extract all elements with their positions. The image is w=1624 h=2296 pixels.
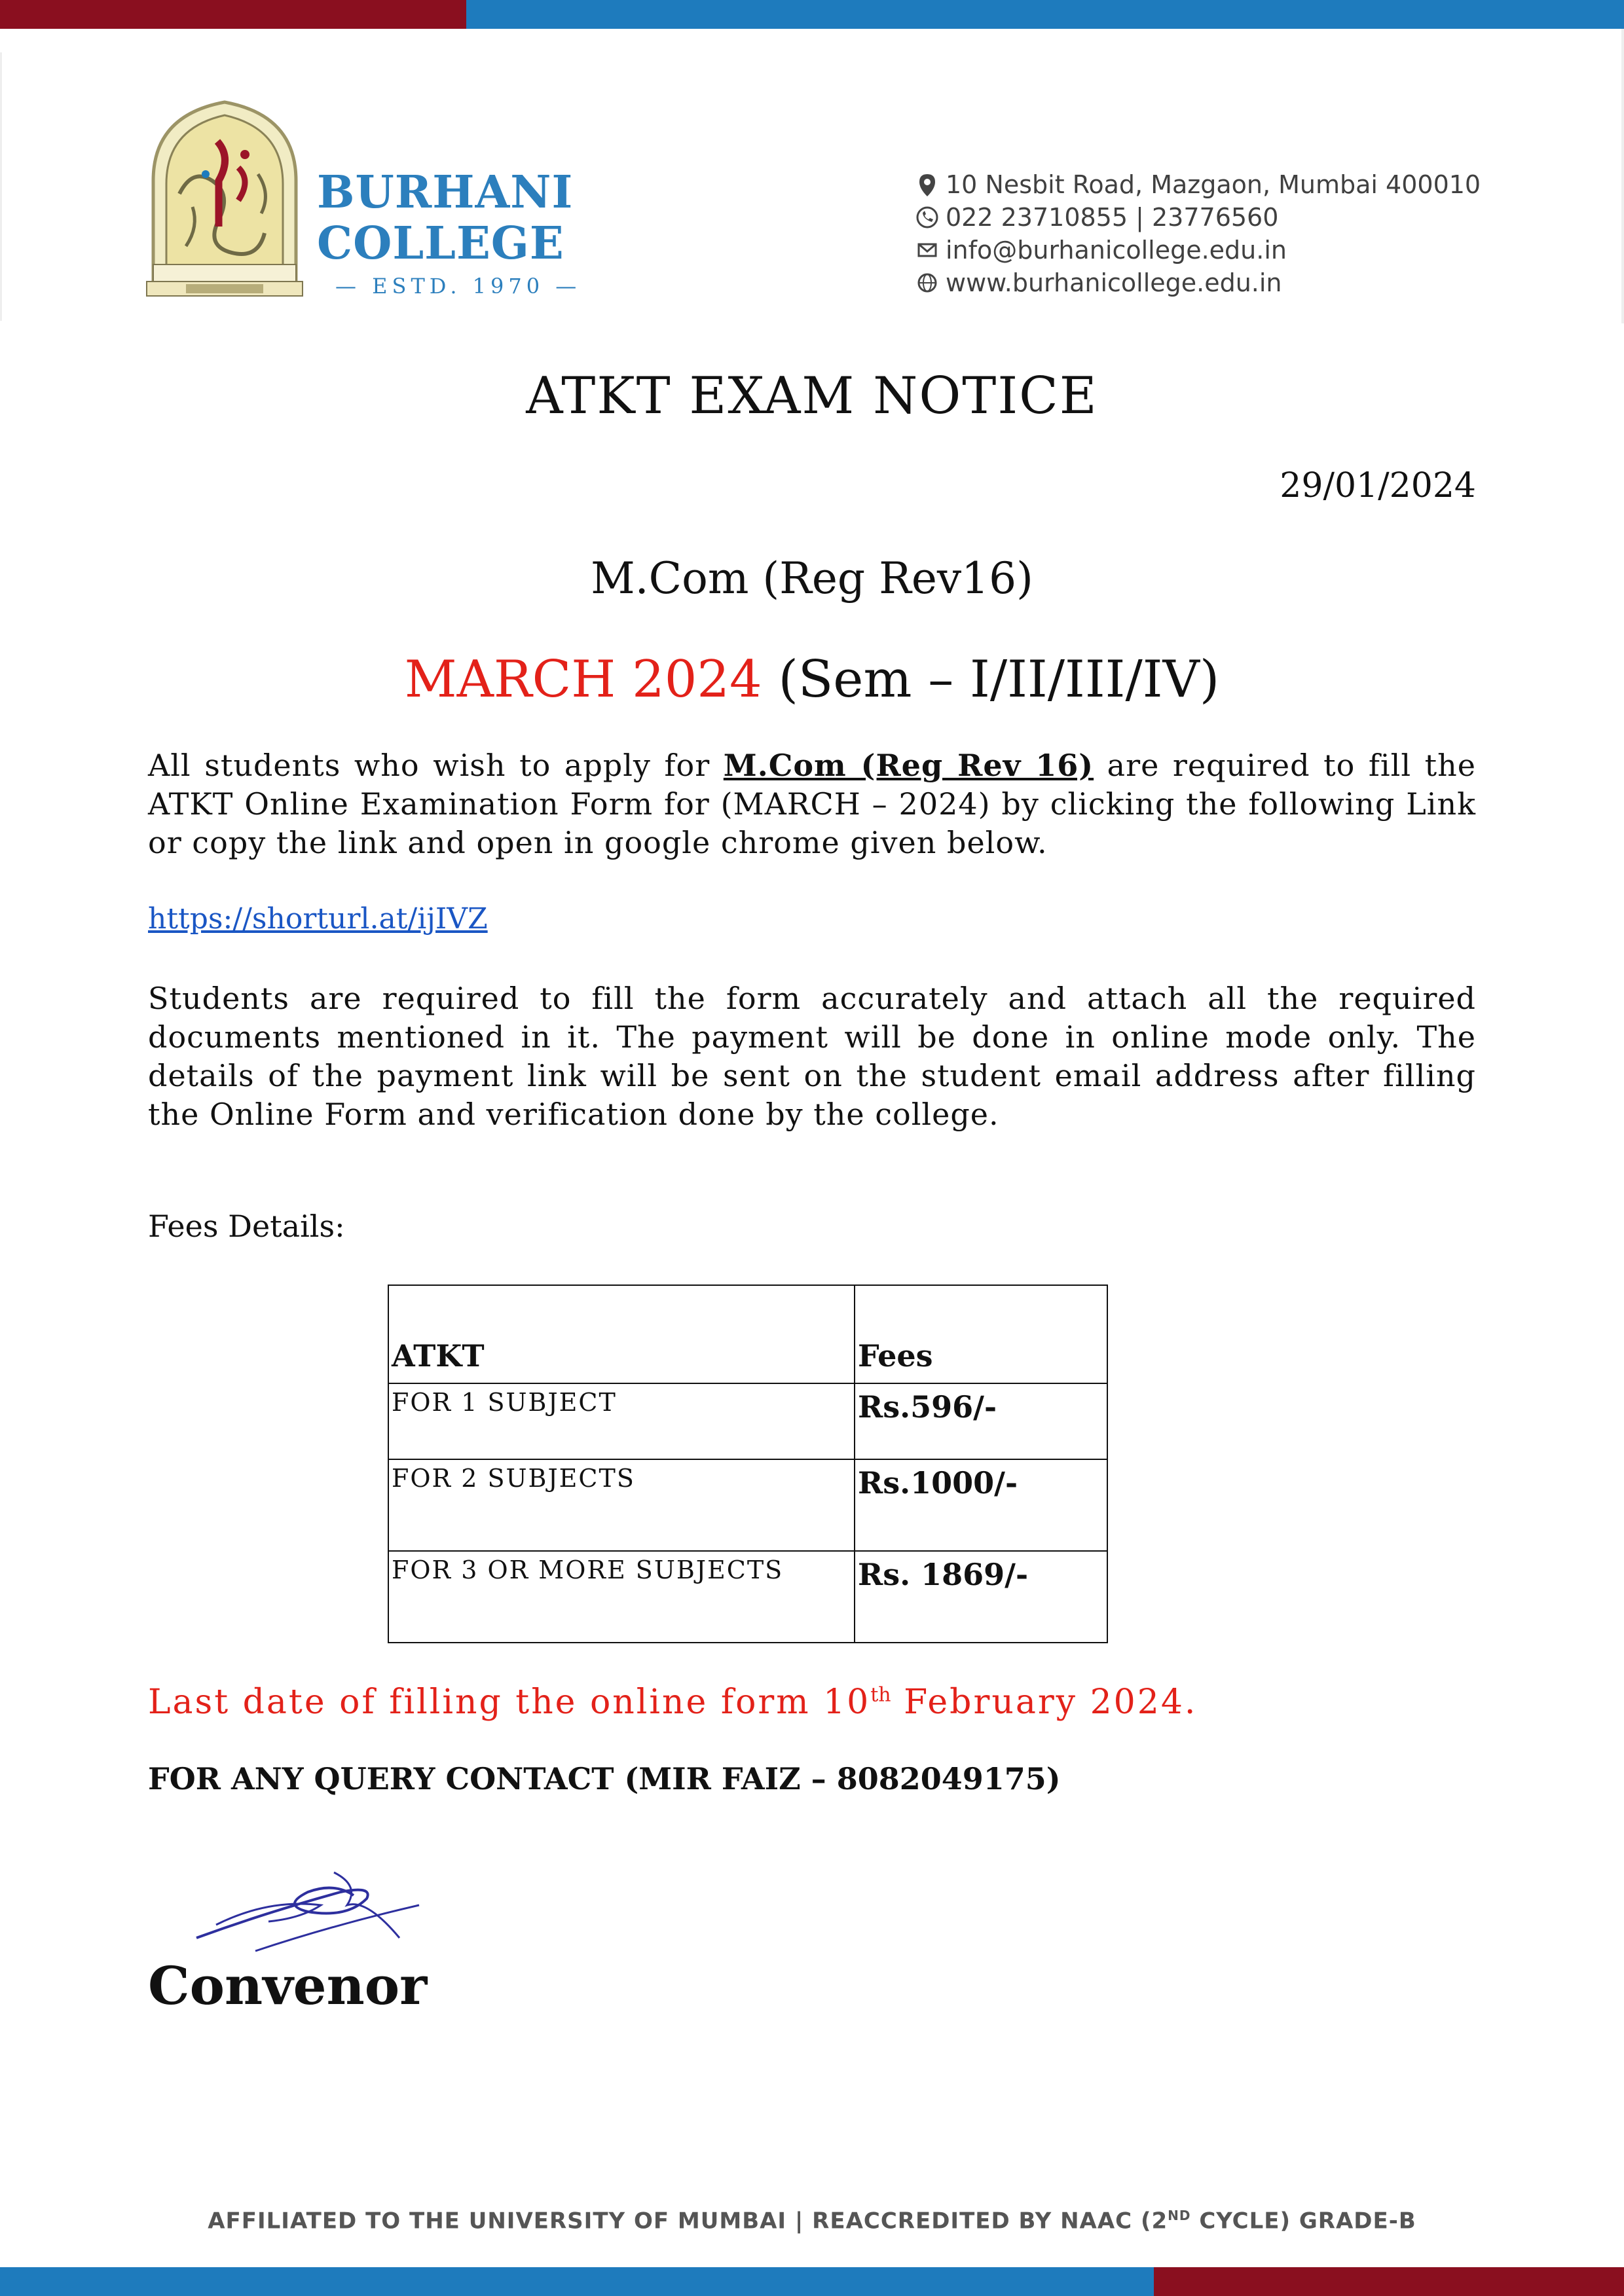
college-crest-icon <box>140 96 309 299</box>
top-bar-blue <box>466 0 1624 29</box>
address-text: 10 Nesbit Road, Mazgaon, Mumbai 400010 <box>946 170 1481 199</box>
fees-header-row <box>388 1285 1107 1383</box>
bottom-bar-maroon <box>1154 2267 1624 2296</box>
session-month: MARCH 2024 <box>404 650 762 709</box>
fee-cell: Rs. 1869/- <box>855 1551 1107 1643</box>
notice-title: ATKT EXAM NOTICE <box>526 367 1098 426</box>
globe-icon <box>914 270 940 296</box>
fee-cell: Rs.596/- <box>855 1383 1107 1459</box>
header-edge-left <box>0 52 2 321</box>
intro-paragraph <box>148 746 1476 862</box>
location-pin-icon <box>914 172 940 198</box>
header-fees: Fees <box>855 1285 1107 1383</box>
college-name-line1: BURHANI <box>317 166 574 219</box>
deadline-notice <box>148 1683 1197 1722</box>
table-row <box>388 1459 1107 1551</box>
program-name: M.Com (Reg Rev16) <box>591 553 1033 604</box>
contact-email <box>914 236 1287 264</box>
website-text[interactable]: www.burhanicollege.edu.in <box>946 268 1282 297</box>
footer-text-end: CYCLE) GRADE-B <box>1190 2208 1416 2234</box>
table-row <box>388 1551 1107 1643</box>
subject-cell: FOR 3 OR MORE SUBJECTS <box>388 1551 855 1643</box>
contact-website <box>914 268 1282 297</box>
header-atkt: ATKT <box>388 1285 855 1383</box>
intro-program-bold: M.Com (Reg Rev 16) <box>723 748 1094 783</box>
footer-ordinal: ND <box>1168 2208 1191 2223</box>
session-semesters: (Sem – I/II/III/IV) <box>778 650 1220 709</box>
header-edge-right <box>1621 29 1624 323</box>
subject-cell: FOR 2 SUBJECTS <box>388 1459 855 1551</box>
top-bar-maroon <box>0 0 466 29</box>
footer-text: AFFILIATED TO THE UNIVERSITY OF MUMBAI | REACCREDITED BY NAAC (2 <box>208 2208 1168 2234</box>
exam-session <box>0 650 1624 709</box>
table-row <box>388 1383 1107 1459</box>
college-name-line2: COLLEGE <box>317 217 564 270</box>
email-text[interactable]: info@burhanicollege.edu.in <box>946 236 1287 264</box>
intro-text-after: are required to fill the ATKT Online Examination Form for (MARCH – 2024) by clicking the following Link or copy the link and open in google chrome given below. <box>148 748 1476 860</box>
mail-icon <box>914 237 940 263</box>
phone-icon <box>914 204 940 230</box>
deadline-text: Last date of filling the online form 10 <box>148 1683 871 1722</box>
notice-date: 29/01/2024 <box>1280 466 1476 505</box>
contact-phone <box>914 203 1278 232</box>
college-estd: — ESTD. 1970 — <box>335 274 581 299</box>
fees-label: Fees Details: <box>148 1209 345 1244</box>
form-link[interactable]: https://shorturl.at/ijIVZ <box>148 902 488 936</box>
deadline-ordinal: th <box>870 1683 891 1707</box>
deadline-date: February 2024. <box>891 1683 1198 1722</box>
college-name <box>317 167 573 269</box>
subject-cell: FOR 1 SUBJECT <box>388 1383 855 1459</box>
signature <box>190 1859 426 1958</box>
instructions-paragraph: Students are required to fill the form accurately and attach all the required documents mentioned in it. The payment will be done in online mode only. The details of the payment link will be sent on the student email address after filling the Online Form and verification done by the college. <box>148 981 1476 1132</box>
contact-address <box>914 170 1481 199</box>
bottom-bar-blue <box>0 2267 1154 2296</box>
fees-table <box>388 1285 1108 1643</box>
phone-text: 022 23710855 | 23776560 <box>946 203 1279 232</box>
accreditation-footer <box>0 2208 1624 2234</box>
query-contact: FOR ANY QUERY CONTACT (MIR FAIZ – 8082049175) <box>148 1761 1061 1796</box>
fee-cell: Rs.1000/- <box>855 1459 1107 1551</box>
signatory-title: Convenor <box>148 1955 428 2016</box>
intro-text-before: All students who wish to apply for <box>148 748 724 783</box>
